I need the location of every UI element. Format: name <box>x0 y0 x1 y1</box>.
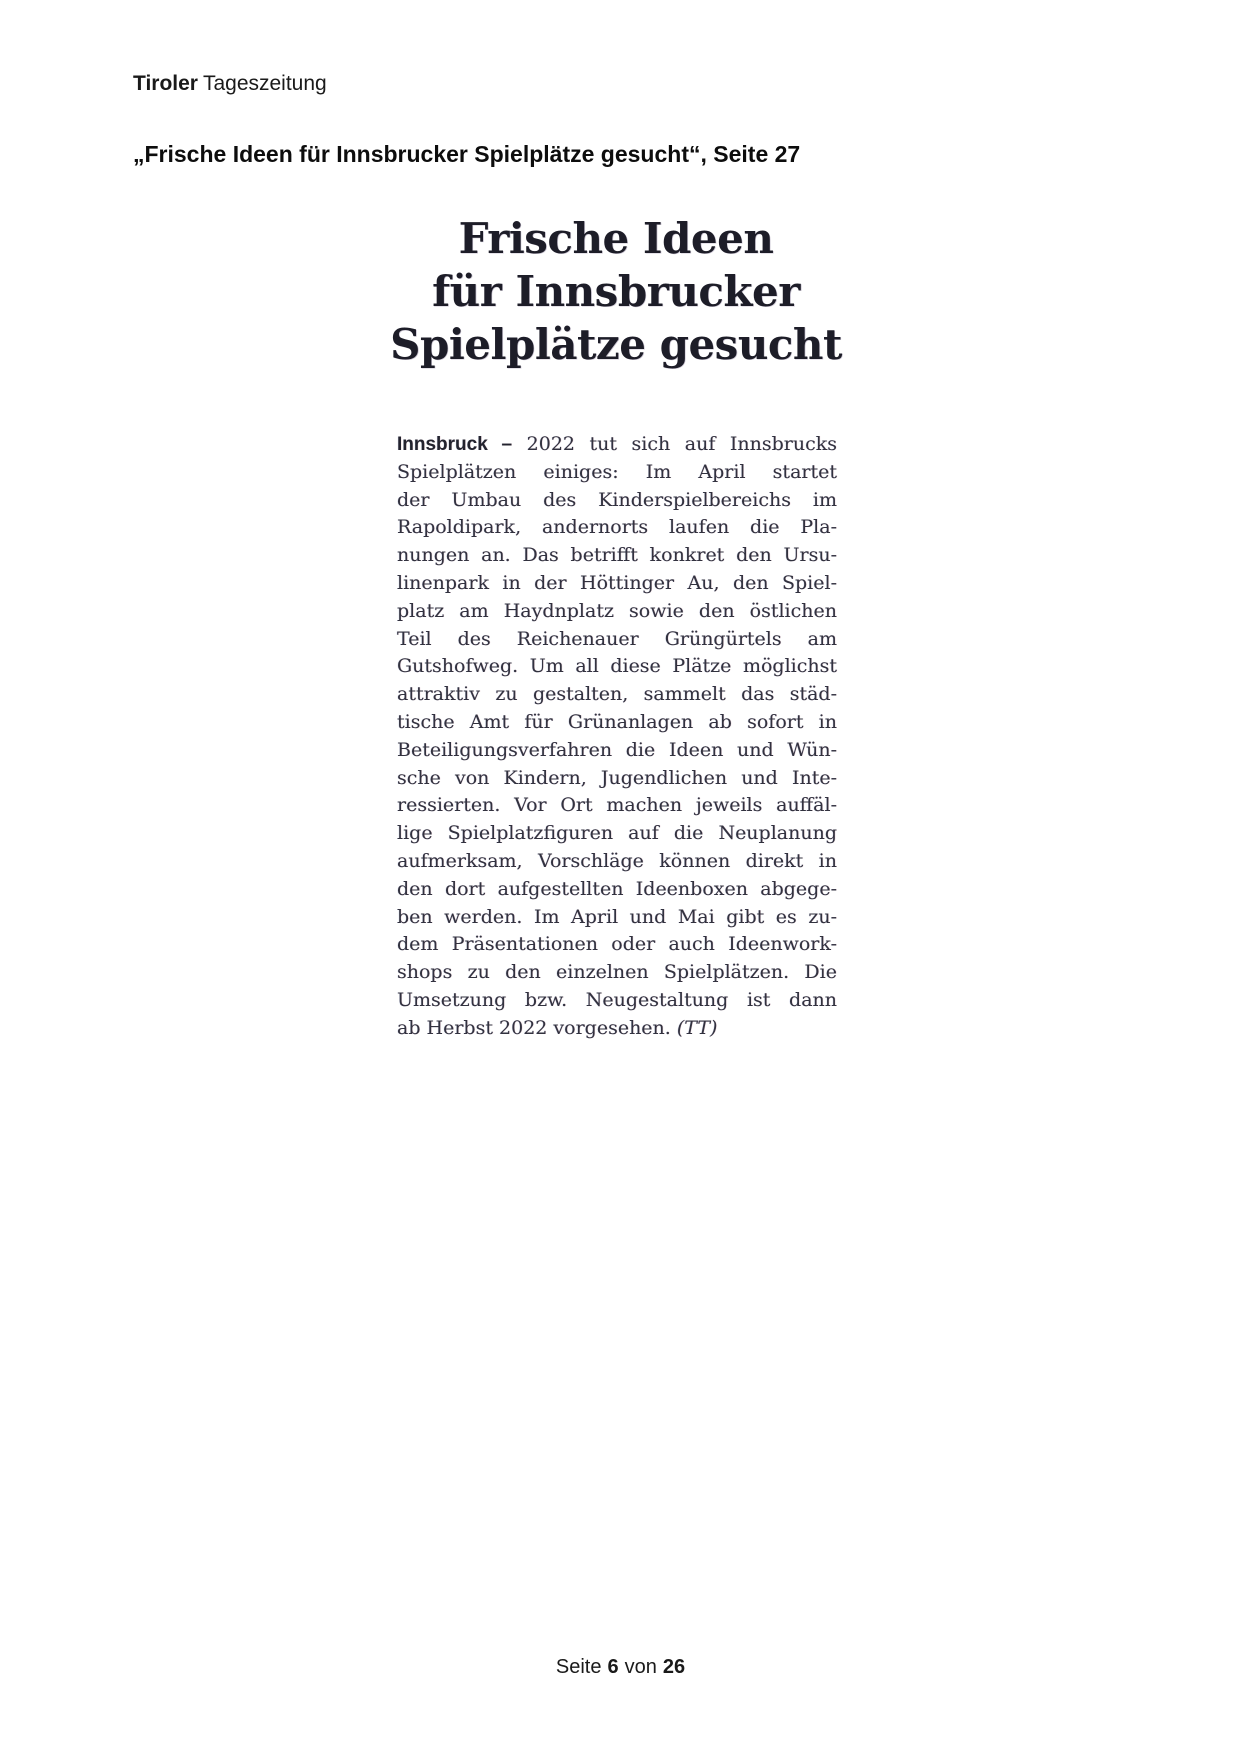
article-credit: (TT) <box>676 1016 718 1039</box>
article-title <box>390 212 842 371</box>
article-body-line <box>397 1015 837 1043</box>
footer-current-page: 6 <box>607 1656 619 1678</box>
article-body-line: platz am Haydnplatz sowie den östlichen <box>397 599 837 622</box>
article-body-line: der Umbau des Kinderspielbereichs im <box>397 488 837 511</box>
article-body-lines <box>397 459 837 1015</box>
newspaper-clipping <box>390 0 842 1100</box>
article-body-line: shops zu den einzelnen Spielplätzen. Die <box>397 961 837 984</box>
article-last-line-text: ab Herbst 2022 vorgesehen. <box>397 1016 671 1039</box>
publication-name-rest: Tageszeitung <box>202 72 327 95</box>
article-reference-headline: „Frische Ideen für Innsbrucker Spielplätze gesucht“, Seite 27 <box>133 141 801 167</box>
article-body-line: den dort aufgestellten Ideenboxen abgege- <box>397 877 837 900</box>
article-body-line: Gutshofweg. Um all diese Plätze möglichst <box>397 655 837 678</box>
article-first-line-text: 2022 tut sich auf Innsbrucks <box>526 433 837 455</box>
article-body-line: Beteiligungsverfahren die Ideen und Wün- <box>397 738 837 761</box>
article-body-line: linenpark in der Höttinger Au, den Spiel- <box>397 571 837 594</box>
page-number-footer <box>0 1656 1241 1679</box>
footer-separator: von <box>624 1656 657 1678</box>
article-body-line: Umsetzung bzw. Neugestaltung ist dann <box>397 988 837 1011</box>
article-title-line: Frische Ideen <box>458 214 774 263</box>
article-body-line: tische Amt für Grünanlagen ab sofort in <box>397 710 837 733</box>
article-body-line: aufmerksam, Vorschläge können direkt in <box>397 849 837 872</box>
footer-total-pages: 26 <box>662 1656 686 1678</box>
article-body <box>397 431 837 1043</box>
article-title-line: für Innsbrucker <box>432 267 800 316</box>
article-body-line: sche von Kindern, Jugendlichen und Inte- <box>397 766 837 789</box>
article-title-line: Spielplätze gesucht <box>390 320 842 369</box>
article-lead-in: Innsbruck – <box>397 434 513 455</box>
publication-name-bold: Tiroler <box>133 72 198 95</box>
article-body-line: ben werden. Im April und Mai gibt es zu- <box>397 905 837 928</box>
publication-name <box>133 72 327 96</box>
article-body-line: attraktiv zu gestalten, sammelt das städ- <box>397 683 837 706</box>
article-body-line: Teil des Reichenauer Grüngürtels am <box>397 627 837 650</box>
footer-label: Seite <box>555 1656 602 1678</box>
article-body-line: Spielplätzen einiges: Im April startet <box>397 460 837 483</box>
article-body-line: nungen an. Das betrifft konkret den Ursu- <box>397 544 837 567</box>
article-body-line: Rapoldipark, andernorts laufen die Pla- <box>397 516 837 539</box>
article-body-line: dem Präsentationen oder auch Ideenwork- <box>397 933 837 956</box>
article-body-line: lige Spielplatzfiguren auf die Neuplanung <box>397 822 837 845</box>
article-body-line <box>397 431 837 459</box>
article-body-line: ressierten. Vor Ort machen jeweils auffäl- <box>397 794 837 817</box>
